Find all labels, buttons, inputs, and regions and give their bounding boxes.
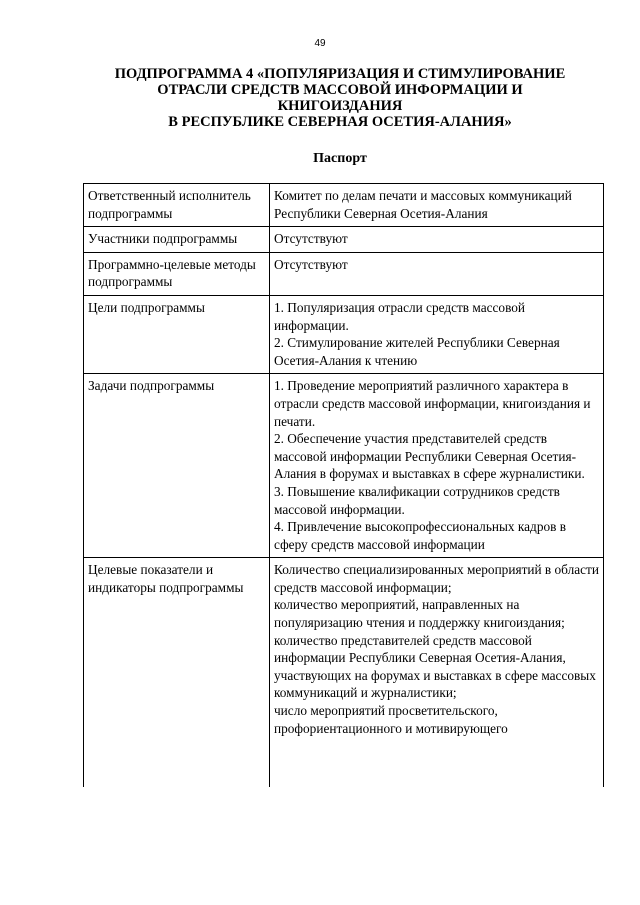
row-value — [270, 295, 604, 373]
title-line: ПОДПРОГРАММА 4 «ПОПУЛЯРИЗАЦИЯ И СТИМУЛИРОВАНИЕ — [114, 66, 566, 82]
row-label: Целевые показатели и индикаторы подпрограммы — [84, 558, 270, 788]
table-row — [84, 374, 604, 558]
table-row — [84, 227, 604, 253]
title-line: В РЕСПУБЛИКЕ СЕВЕРНАЯ ОСЕТИЯ-АЛАНИЯ» — [168, 114, 512, 130]
value-paragraph: 1. Проведение мероприятий различного характера в отрасли средств массовой информации, книгоиздания и печати. — [274, 378, 591, 429]
row-label: Задачи подпрограммы — [84, 374, 270, 558]
row-label: Ответственный исполнитель подпрограммы — [84, 184, 270, 227]
value-paragraph: число мероприятий просветительского, профориентационного и мотивирующего — [274, 703, 508, 736]
passport-table — [83, 183, 604, 787]
title-line: ОТРАСЛИ СРЕДСТВ МАССОВОЙ ИНФОРМАЦИИ И — [157, 82, 523, 98]
table-row — [84, 558, 604, 788]
value-paragraph: Отсутствуют — [274, 231, 348, 247]
value-paragraph: 4. Привлечение высокопрофессиональных кадров в сферу средств массовой информации — [274, 519, 567, 552]
row-value — [270, 252, 604, 295]
row-value — [270, 374, 604, 558]
row-label: Программно-целевые методы подпрограммы — [84, 252, 270, 295]
document-title — [60, 66, 620, 130]
value-paragraph: количество представителей средств массовой информации Республики Северная Осетия-Алания, участвующих на форумах и выставках в сфере массовых коммуникаций и журналистики; — [274, 632, 596, 701]
value-paragraph: 2. Обеспечение участия представителей средств массовой информации Республики Северная Осетия-Алания в форумах и выставках в сфере журналистики. — [274, 431, 585, 482]
section-heading: Паспорт — [313, 151, 367, 166]
page-number: 49 — [314, 38, 326, 49]
title-line: КНИГОИЗДАНИЯ — [277, 98, 403, 114]
value-paragraph: 2. Стимулирование жителей Республики Северная Осетия-Алания к чтению — [274, 335, 560, 368]
value-paragraph: количество мероприятий, направленных на популяризацию чтения и поддержку книгоиздания; — [274, 597, 565, 631]
row-label: Участники подпрограммы — [84, 227, 270, 253]
row-value — [270, 558, 604, 788]
value-paragraph: Отсутствуют — [274, 256, 348, 272]
value-paragraph: 3. Повышение квалификации сотрудников средств массовой информации. — [274, 483, 560, 517]
value-paragraph: 1. Популяризация отрасли средств массовой информации. — [274, 299, 526, 333]
value-paragraph: Количество специализированных мероприятий в области средств массовой информации; — [274, 562, 599, 595]
table-row — [84, 295, 604, 373]
value-paragraph: Комитет по делам печати и массовых коммуникаций Республики Северная Осетия-Алания — [274, 188, 572, 221]
table-row — [84, 184, 604, 227]
row-value — [270, 227, 604, 253]
row-label: Цели подпрограммы — [84, 295, 270, 373]
row-value — [270, 184, 604, 227]
table-row — [84, 252, 604, 295]
